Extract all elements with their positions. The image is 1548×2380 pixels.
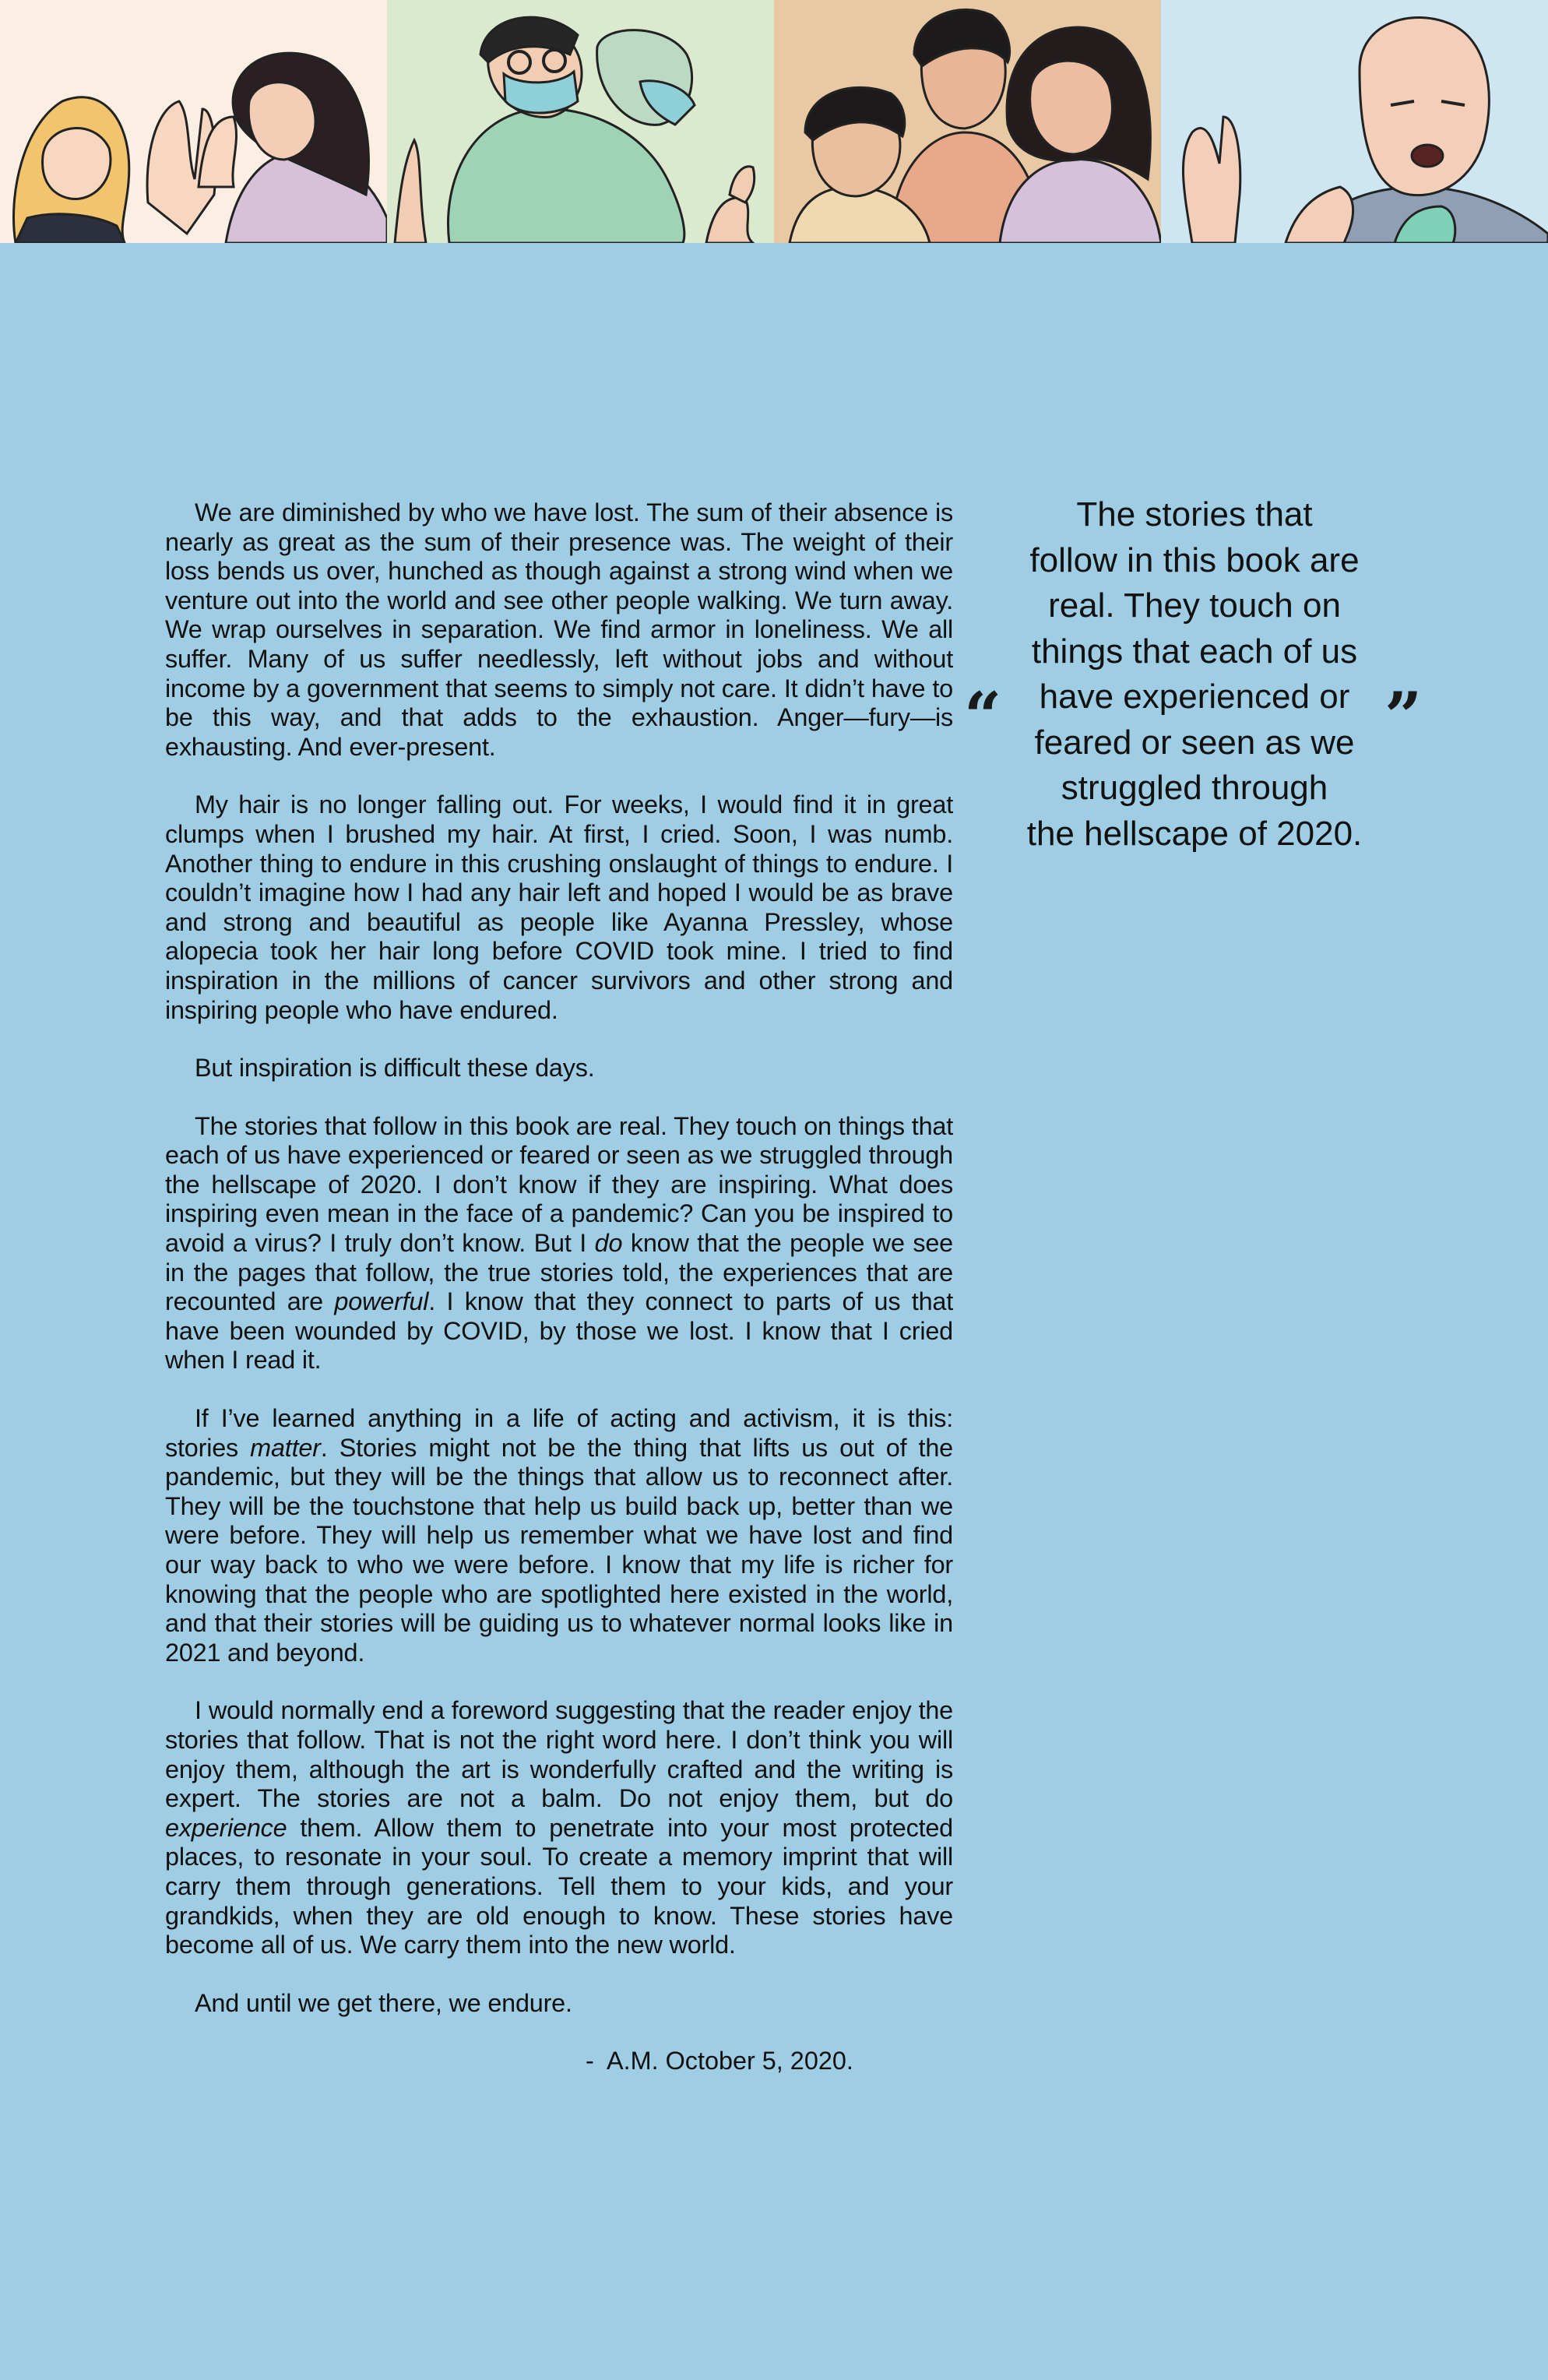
pull-quote-line: things that each of us	[1031, 632, 1358, 671]
pull-quote-line: follow in this book are	[1029, 540, 1360, 579]
pull-quote-line: real. They touch on	[1048, 586, 1341, 625]
healthcare-workers-embrace-panel	[387, 0, 774, 243]
healthcare-workers-illustration	[387, 0, 774, 243]
emphasis-powerful: powerful	[334, 1287, 429, 1316]
foreword-body	[165, 498, 953, 2076]
emphasis-do: do	[594, 1229, 623, 1258]
bald-man-speaking-panel	[1161, 0, 1548, 243]
paragraph-1: We are diminished by who we have lost. The sum of their absence is nearly as great as the sum of their presence was. The weight of their loss bends us over, hunched as though against a strong wind when we venture out into the world and see other people walking. We turn away. We wrap ourselves in separation. We find armor in loneliness. We all suffer. Many of us suffer needlessly, left without jobs and without income by a government that seems to simply not care. It didn’t have to be this way, and that adds to the exhaustion. Anger—fury—is exhausting. And ever-present.	[165, 498, 953, 761]
open-quote-icon: “	[964, 678, 1002, 755]
three-children-panel	[774, 0, 1161, 243]
bald-man-illustration	[1161, 0, 1548, 243]
three-children-illustration	[774, 0, 1161, 243]
paragraph-2: My hair is no longer falling out. For weeks, I would find it in great clumps when I brushed my hair. At first, I cried. Soon, I was numb. Another thing to endure in this crushing onslaught of things to endure. I couldn’t imagine how I had any hair left and hoped I would be as brave and strong and beautiful as people like Ayanna Pressley, whose alopecia took her hair long before COVID took mine. I tried to find inspiration in the millions of cancer survivors and other strong and inspiring people who have endured.	[165, 790, 953, 1024]
comic-strip-header	[0, 0, 1548, 243]
emphasis-matter: matter	[250, 1433, 321, 1462]
paragraph-7: And until we get there, we endure.	[195, 1988, 572, 2017]
signature: - A.M. October 5, 2020.	[586, 2047, 853, 2075]
paragraph-3: But inspiration is difficult these days.	[195, 1054, 595, 1083]
paragraph-6-part-b: them. Allow them to penetrate into your most protected places, to resonate in your soul. To create a memory imprint that will carry them through generations. Tell them to your kids, and your grandkids, when they are old enough to know. These stories have become all of us. We carry them into the new world.	[165, 1813, 953, 1959]
paragraph-4-part-c: . I know that they connect to parts of us that have been wounded by COVID, by those we lost. I know that I cried when I read it.	[165, 1287, 953, 1375]
pull-quote-line: the hellscape of 2020.	[1026, 814, 1363, 853]
woman-and-child-illustration	[0, 0, 387, 243]
paragraph-5-part-a: If I’ve learned anything in a life of acting and activism, it is this: stories	[165, 1404, 953, 1462]
pull-quote	[961, 492, 1428, 857]
woman-and-child-hands-panel	[0, 0, 387, 243]
paragraph-4-part-b: know that the people we see in the pages that follow, the true stories told, the experiences that are recounted are	[165, 1229, 953, 1316]
paragraph-4-part-a: The stories that follow in this book are real. They touch on things that each of us have experienced or feared or seen as we struggled through the hellscape of 2020. I don’t know if they are inspiring. What does inspiring even mean in the face of a pandemic? Can you be inspired to avoid a virus? I truly don’t know. But I	[165, 1111, 953, 1258]
emphasis-experience: experience	[165, 1813, 287, 1842]
paragraph-4	[165, 1112, 953, 1375]
pull-quote-line: have experienced or	[1039, 678, 1350, 716]
close-quote-icon: ”	[1384, 678, 1423, 755]
pull-quote-line: feared or seen as we	[1034, 723, 1355, 762]
pull-quote-line: The stories that	[1076, 495, 1313, 533]
paragraph-6	[165, 1696, 953, 1959]
paragraph-6-part-a: I would normally end a foreword suggesting that the reader enjoy the stories that follow. That is not the right word here. I don’t think you will enjoy them, although the art is wonderfully crafted and the writing is expert. The stories are not a balm. Do not enjoy them, but do	[165, 1696, 953, 1813]
paragraph-5-part-b: . Stories might not be the thing that lifts us out of the pandemic, but they will be the things that allow us to reconnect after. They will be the touchstone that help us build back up, better than we were before. They will help us remember what we have lost and find our way back to who we were before. I know that my life is richer for knowing that the people who are spotlighted here existed in the world, and that their stories will be guiding us to whatever normal looks like in 2021 and beyond.	[165, 1433, 953, 1667]
pull-quote-line: struggled through	[1061, 769, 1328, 807]
paragraph-5	[165, 1404, 953, 1667]
pull-quote-text	[992, 492, 1397, 857]
